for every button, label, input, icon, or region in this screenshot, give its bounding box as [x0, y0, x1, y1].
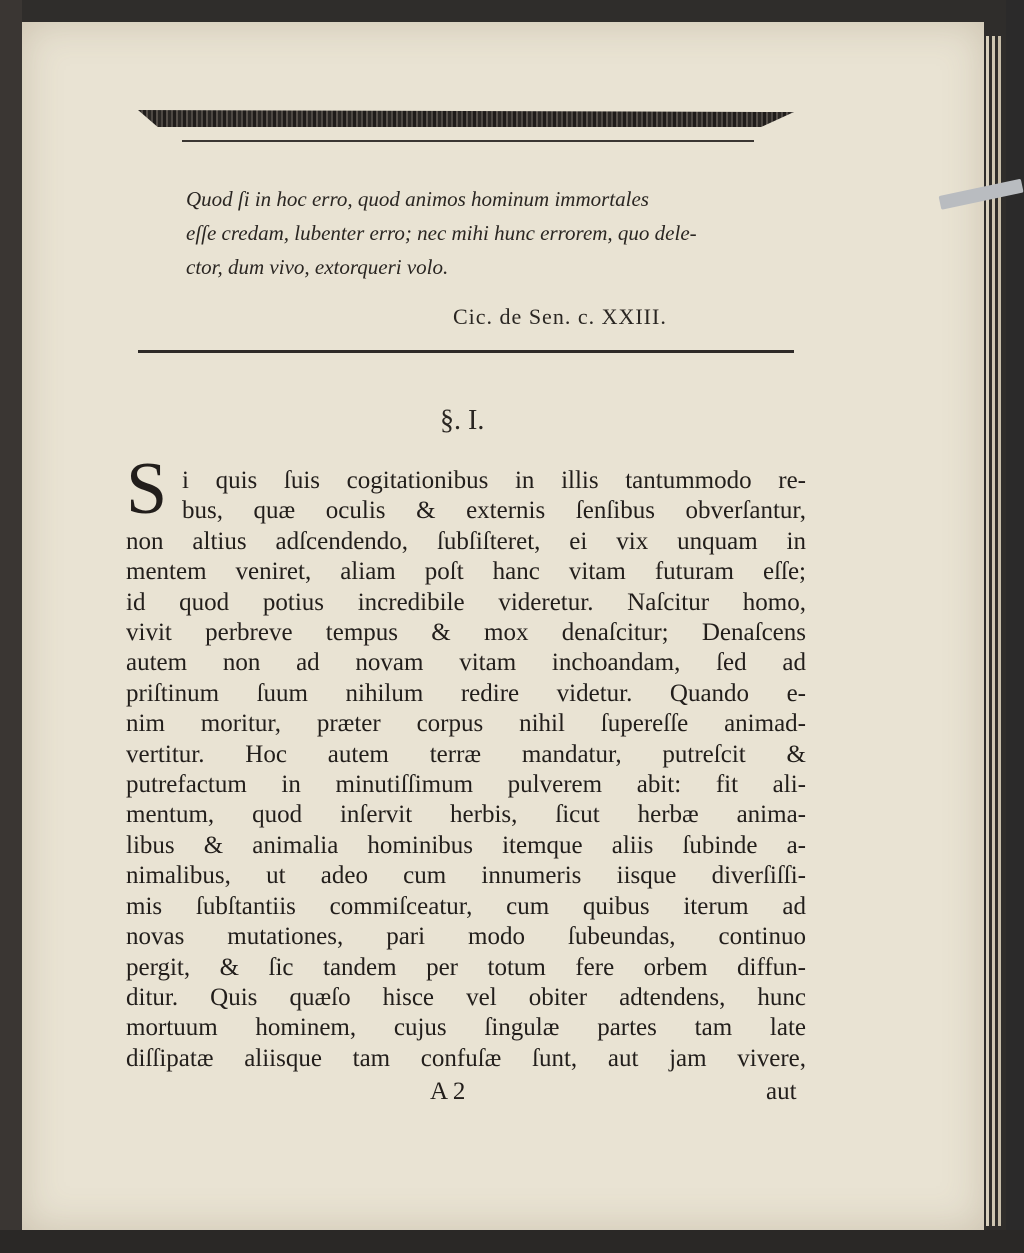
epigraph-line: eſſe credam, lubenter erro; nec mihi hunc errorem, quo dele- [186, 221, 697, 245]
text-line: autem non ad novam vitam inchoandam, ſed ad [126, 649, 806, 677]
catchword: aut [766, 1078, 797, 1105]
text-line: diſſipatæ aliisque tam confuſæ ſunt, aut jam vivere, [126, 1044, 806, 1072]
epigraph [186, 182, 812, 284]
book-gutter [0, 0, 22, 1253]
text-line: pergit, & ſic tandem per totum fere orbem diffun- [126, 953, 806, 981]
page-edge [986, 36, 989, 1226]
body-text [126, 466, 806, 1074]
text-line: i quis ſuis cogitationibus in illis tantummodo re- [182, 467, 806, 494]
text-line: libus & animalia hominibus itemque aliis ſubinde a- [126, 831, 806, 859]
text-line: mortuum hominem, cujus ſingulæ partes tam late [126, 1014, 806, 1042]
text-line: vertitur. Hoc autem terræ mandatur, putreſcit & [126, 740, 806, 768]
signature-mark: A 2 [430, 1078, 466, 1105]
text-line: mis ſubſtantiis commiſceatur, cum quibus iterum ad [126, 892, 806, 920]
text-line: ditur. Quis quæſo hisce vel obiter adtendens, hunc [126, 983, 806, 1011]
epigraph-line: Quod ſi in hoc erro, quod animos hominum immortales [186, 187, 649, 211]
text-line: mentem veniret, aliam poſt hanc vitam futuram eſſe; [126, 558, 806, 586]
text-line: nim moritur, præter corpus nihil ſupereſſe animad- [126, 710, 806, 738]
text-line: nimalibus, ut adeo cum innumeris iisque diverſiſſi- [126, 862, 806, 890]
page-edge [992, 36, 995, 1226]
drop-cap: S [126, 448, 168, 530]
text-line: bus, quæ oculis & externis ſenſibus obverſantur, [182, 497, 806, 525]
text-line: non altius adſcendendo, ſubſiſteret, ei vix unquam in [126, 527, 806, 555]
header-rule [182, 140, 754, 142]
section-heading: §. I. [440, 405, 485, 436]
page-edge [998, 36, 1001, 1226]
header-ornament [138, 110, 794, 127]
text-line: mentum, quod inſervit herbis, ſicut herbæ anima- [126, 801, 806, 829]
text-line: putrefactum in minutiſſimum pulverem abit: fit ali- [126, 771, 806, 799]
text-line: novas mutationes, pari modo ſubeundas, continuo [126, 923, 806, 951]
text-line: vivit perbreve tempus & mox denaſcitur; Denaſcens [126, 619, 806, 647]
epigraph-citation: Cic. de Sen. c. XXIII. [453, 304, 667, 329]
text-line: priſtinum ſuum nihilum redire videtur. Quando e- [126, 679, 806, 707]
text-line: id quod potius incredibile videretur. Naſcitur homo, [126, 588, 806, 616]
section-rule [138, 350, 794, 353]
page-bottom-shadow [0, 1230, 1024, 1253]
epigraph-line: ctor, dum vivo, extorqueri volo. [186, 255, 449, 279]
